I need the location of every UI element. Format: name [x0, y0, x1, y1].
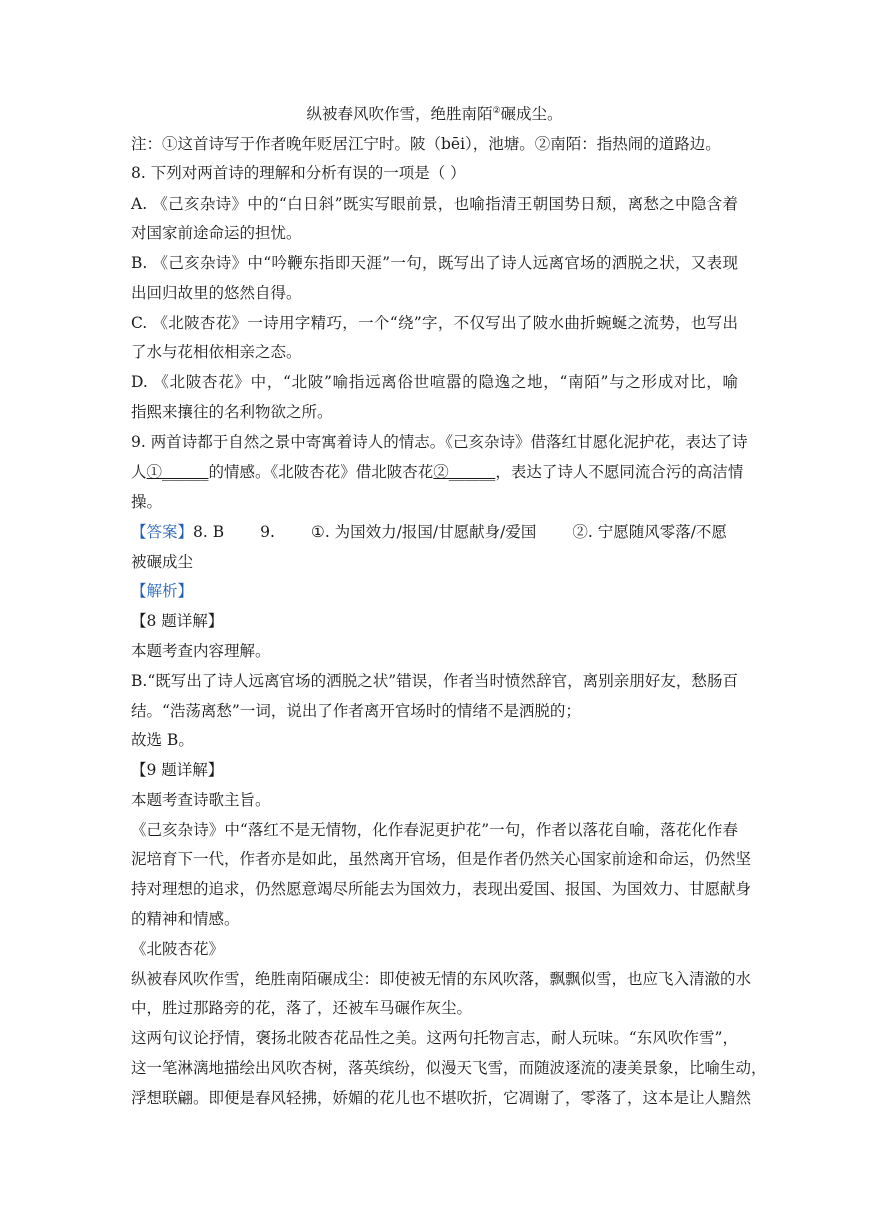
question-9-line3: 操。	[131, 493, 163, 511]
detail-8-line4: 故选 B。	[131, 731, 194, 749]
q9-text-c: ，表达了诗人不愿同流合污的高洁情	[495, 463, 744, 481]
answer-8: 8. B	[193, 523, 225, 541]
option-d-line2: 指熙来攘往的名利物欲之所。	[131, 403, 333, 421]
answer-9-part1: ①. 为国效力/报国/甘愿献身/爱国	[310, 523, 537, 541]
analysis-label: 【解析】	[131, 582, 194, 600]
option-b-line1: B. 《己亥杂诗》中“吟鞭东指即天涯”一句，既写出了诗人远离官场的洒脱之状，又表现	[131, 254, 738, 272]
detail-9-line3: 泥培育下一代，作者亦是如此，虽然离开官场，但是作者仍然关心国家前途和命运，仍然坚	[131, 850, 752, 868]
footnote-mark: ②	[492, 105, 501, 116]
detail-9-line5: 的精神和情感。	[131, 910, 240, 928]
option-d-line1: D. 《北陂杏花》中，“北陂”喻指远离俗世喧嚣的隐逸之地，“南陌”与之形成对比，喻	[131, 373, 738, 391]
poem-text-end: 碾成尘。	[500, 105, 563, 123]
poem-text: 纵被春风吹作雪，绝胜南陌	[306, 105, 493, 123]
question-9-line2	[131, 461, 743, 483]
option-a-line2: 对国家前途命运的担忧。	[131, 224, 302, 242]
detail-9-heading: 【9 题详解】	[131, 761, 224, 779]
detail-8-line1: 本题考查内容理解。	[131, 642, 271, 660]
detail-9-line6: 《北陂杏花》	[131, 940, 225, 958]
option-a-line1: A. 《己亥杂诗》中的“白日斜”既实写眼前景，也喻指清王朝国势日颓，离愁之中隐含着	[131, 195, 738, 213]
poem-line	[0, 103, 869, 125]
option-c-line1: C. 《北陂杏花》一诗用字精巧，一个“绕”字，不仅写出了陂水曲折蜿蜒之流势，也写出	[131, 314, 738, 332]
detail-9-line4: 持对理想的追求，仍然愿意竭尽所能去为国效力，表现出爱国、报国、为国效力、甘愿献身	[131, 880, 752, 898]
detail-9-line10: 这一笔淋漓地描绘出风吹杏树，落英缤纷，似漫天飞雪，而随波逐流的凄美景象，比喻生动，	[131, 1059, 767, 1077]
question-9-line1: 9. 两首诗都于自然之景中寄寓着诗人的情志。《己亥杂诗》借落红甘愿化泥护花，表达了诗	[131, 433, 748, 451]
detail-9-line8: 中，胜过那路旁的花，落了，还被车马碾作灰尘。	[131, 999, 473, 1017]
detail-9-line11: 浮想联翩。即便是春风轻拂，娇媚的花儿也不堪吹折，它凋谢了，零落了，这本是让人黯然	[131, 1089, 752, 1107]
answer-line2: 被碾成尘	[131, 553, 194, 571]
q9-text-a: 人	[131, 463, 147, 481]
option-c-line2: 了水与花相依相亲之态。	[131, 343, 302, 361]
q9-text-b: 的情感。《北陂杏花》借北陂杏花	[208, 463, 434, 481]
note-line: 注：①这首诗写于作者晚年贬居江宁时。陂（bēi），池塘。②南陌：指热闹的道路边。	[131, 135, 721, 153]
detail-9-line2: 《己亥杂诗》中“落红不是无情物，化作春泥更护花”一句，作者以落花自喻，落花化作春	[131, 821, 738, 839]
blank-2: ②______	[433, 463, 496, 481]
answer-9-part2: ②. 宁愿随风零落/不愿	[572, 523, 727, 541]
detail-8-heading: 【8 题详解】	[131, 612, 224, 630]
answer-label: 【答案】	[131, 523, 194, 541]
detail-8-line3: 结。“浩荡离愁”一词，说出了作者离开官场时的情绪不是洒脱的；	[131, 702, 581, 720]
detail-8-line2: B.“既写出了诗人远离官场的洒脱之状”错误，作者当时愤然辞官，离别亲朋好友，愁肠百	[131, 672, 738, 690]
detail-9-line7: 纵被春风吹作雪，绝胜南陌碾成尘：即使被无情的东风吹落，飘飘似雪，也应飞入清澈的水	[131, 970, 752, 988]
detail-9-line9: 这两句议论抒情，褒扬北陂杏花品性之美。这两句托物言志，耐人玩味。“东风吹作雪”，	[131, 1029, 738, 1047]
detail-9-line1: 本题考查诗歌主旨。	[131, 791, 271, 809]
answer-9-num: 9.	[260, 523, 275, 541]
question-8-stem: 8. 下列对两首诗的理解和分析有误的一项是（ ）	[131, 164, 466, 182]
blank-1: ①______	[146, 463, 209, 481]
answer-line	[131, 521, 727, 543]
option-b-line2: 出回归故里的悠然自得。	[131, 284, 302, 302]
